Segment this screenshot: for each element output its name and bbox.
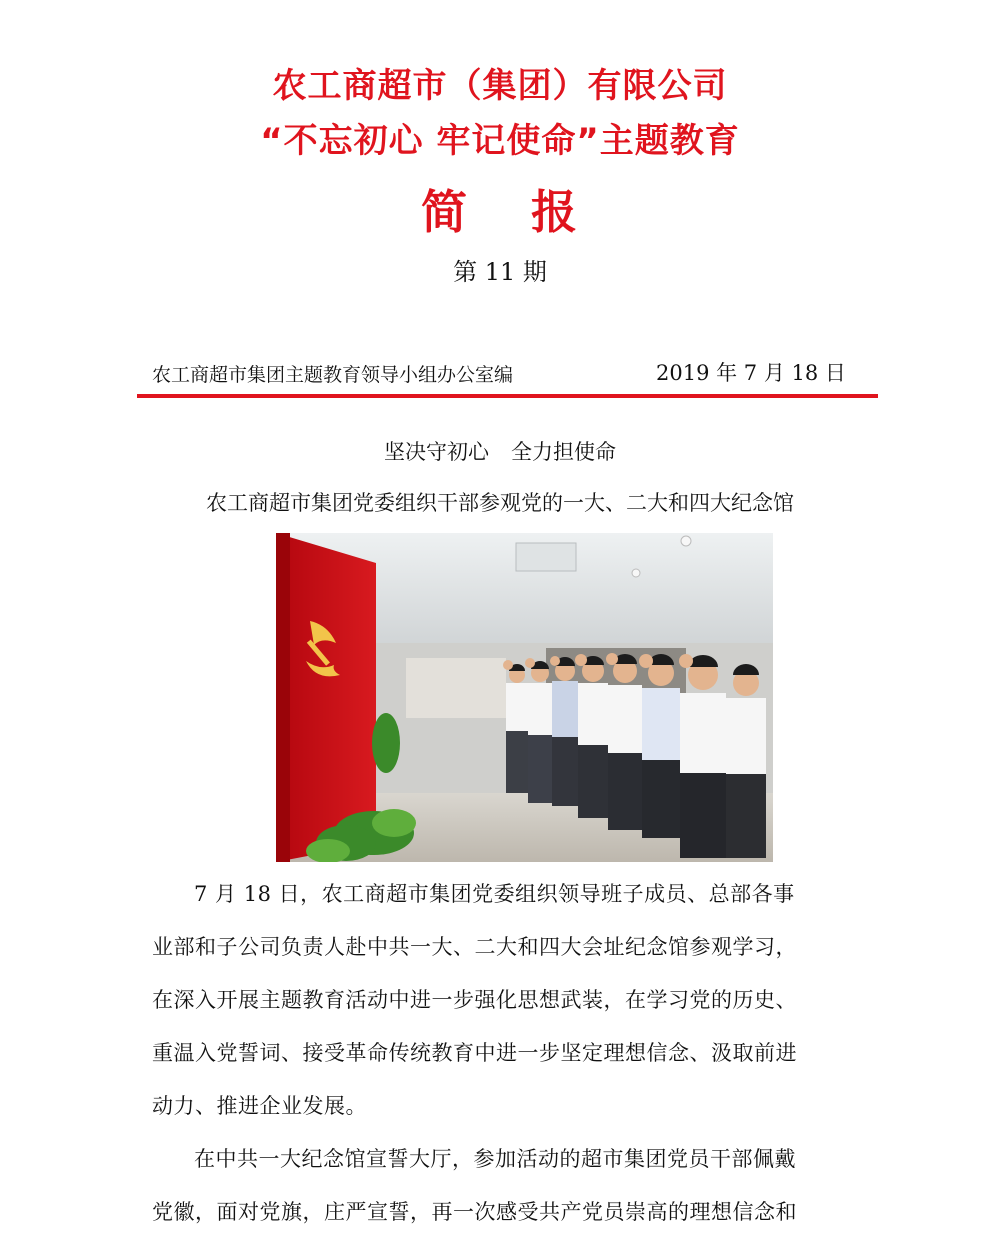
paragraph-2-line: 党徽，面对党旗，庄严宣誓，再一次感受共产党员崇高的理想信念和	[152, 1200, 797, 1224]
paragraph-1-line: 业部和子公司负责人赴中共一大、二大和四大会址纪念馆参观学习，	[152, 935, 797, 959]
editor-line: 农工商超市集团主题教育领导小组办公室编	[152, 364, 514, 386]
issue-date: 2019 年 7 月 18 日	[656, 361, 846, 385]
theme-title: “不忘初心 牢记使命”主题教育	[260, 121, 740, 161]
article-photo	[276, 533, 773, 862]
bulletin-title	[0, 176, 1000, 242]
issue-number: 第 11 期	[453, 258, 547, 286]
paragraph-1-line: 7 月 18 日，农工商超市集团党委组织领导班子成员、总部各事	[194, 882, 795, 906]
red-divider	[137, 394, 878, 398]
paragraph-2	[152, 1133, 862, 1239]
article-title-b: 全力担使命	[511, 440, 616, 464]
paragraph-1	[152, 868, 862, 1133]
bulletin-title-b: 报	[531, 185, 579, 239]
paragraph-1-line: 动力、推进企业发展。	[152, 1094, 367, 1118]
article-title-a: 坚决守初心	[384, 440, 489, 464]
org-name: 农工商超市（集团）有限公司	[272, 66, 728, 106]
paragraph-1-line: 在深入开展主题教育活动中进一步强化思想武装，在学习党的历史、	[152, 988, 797, 1012]
paragraph-2-line: 在中共一大纪念馆宣誓大厅，参加活动的超市集团党员干部佩戴	[194, 1147, 796, 1171]
article-subtitle: 农工商超市集团党委组织干部参观党的一大、二大和四大纪念馆	[206, 491, 794, 515]
paragraph-1-line: 重温入党誓词、接受革命传统教育中进一步坚定理想信念、汲取前进	[152, 1041, 797, 1065]
bulletin-title-a: 简	[421, 185, 469, 239]
article-title	[0, 436, 1000, 466]
